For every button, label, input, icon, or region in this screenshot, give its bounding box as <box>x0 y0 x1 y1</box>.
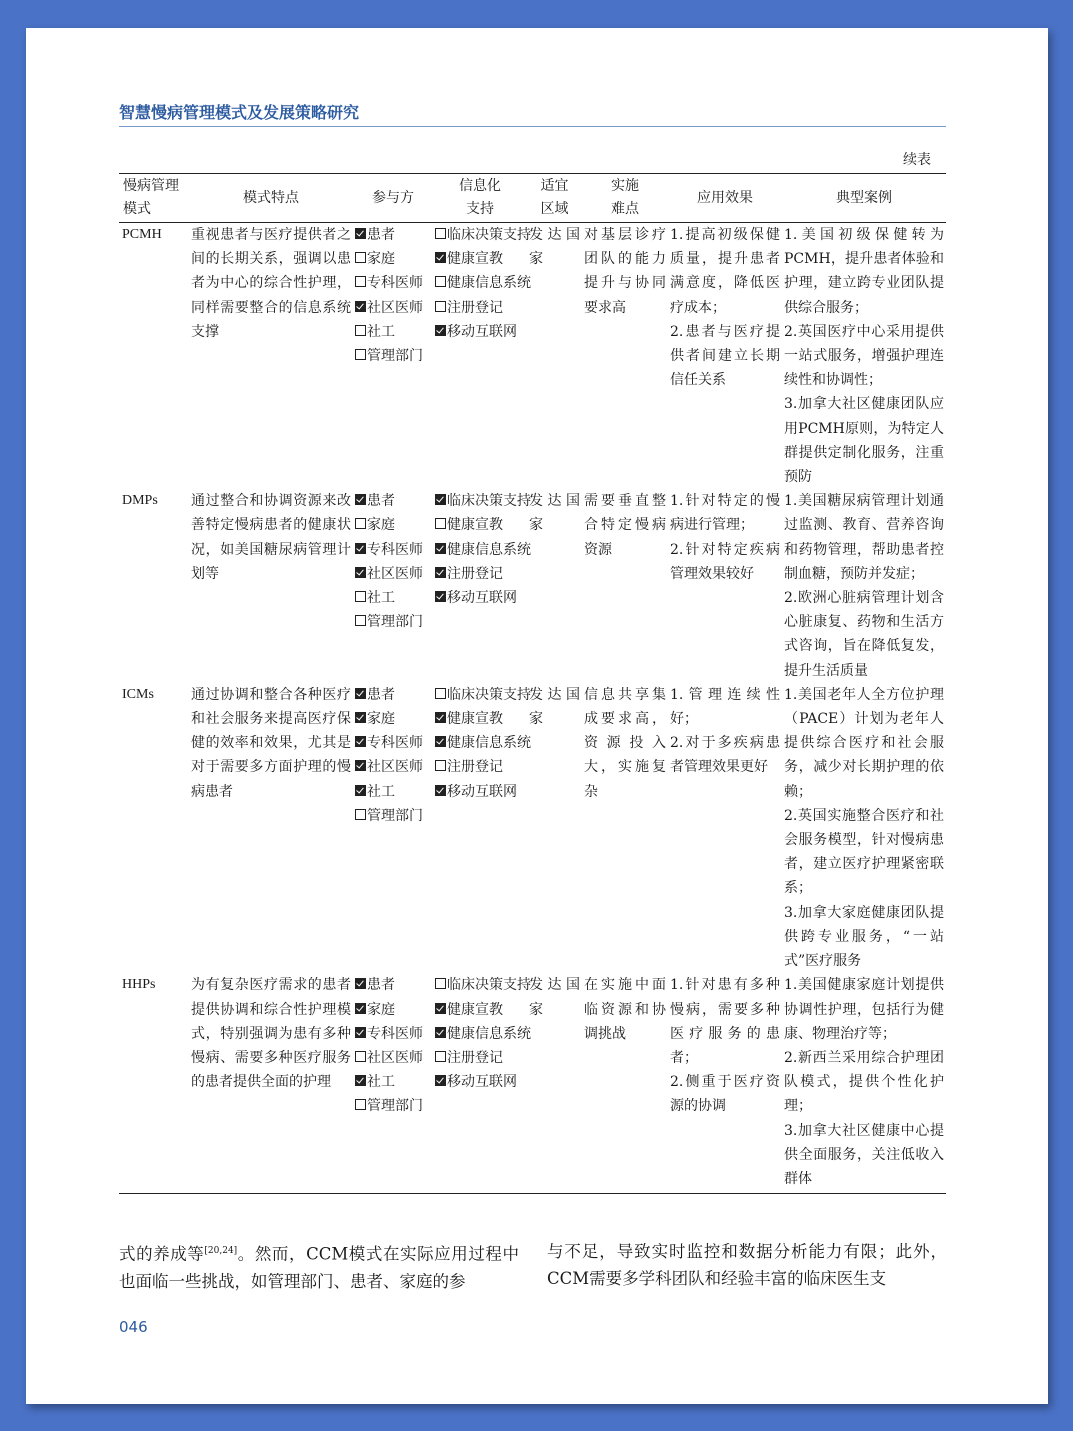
checkbox-label: 专科医师 <box>367 735 423 752</box>
checkbox-item <box>355 683 431 707</box>
checkbox-label: 家庭 <box>367 517 395 534</box>
checkbox-label: 家庭 <box>367 711 395 728</box>
checkbox-label: 移动互联网 <box>447 590 517 607</box>
list-item: 2.对于多疾病患者管理效果更好 <box>670 735 780 776</box>
cell-mode: HHPs <box>119 973 189 1193</box>
checkbox-item <box>435 973 531 997</box>
checkbox-label: 家庭 <box>367 1001 395 1018</box>
checked-box-icon <box>355 712 366 723</box>
checkbox-item <box>435 1046 525 1070</box>
checkbox-item <box>355 707 431 731</box>
checkbox-item <box>355 223 431 247</box>
unchecked-box-icon <box>435 978 446 989</box>
checkbox-label: 健康信息系统 <box>447 275 531 292</box>
table-row <box>119 683 946 973</box>
column-header: 典型案例 <box>782 174 946 223</box>
checkbox-label: 社工 <box>367 783 395 800</box>
checked-box-icon <box>435 736 446 747</box>
checkbox-item <box>355 513 431 537</box>
cell-region: 发达国家 <box>529 227 580 268</box>
list-item: 2.英国医疗中心采用提供一站式服务，增强护理连续性和协调性； <box>784 323 944 389</box>
checkbox-label: 临床决策支持 <box>447 227 531 243</box>
list-item: 2.英国实施整合医疗和社会服务模型，针对慢病患者，建立医疗护理紧密联系； <box>784 807 944 897</box>
cell-region: 发达国家 <box>527 973 582 1193</box>
checkbox-item <box>355 586 431 610</box>
checkbox-item <box>435 271 531 295</box>
list-item: 1.管理连续性好； <box>670 686 780 728</box>
cell-effects <box>668 489 782 683</box>
cell-cases <box>782 489 946 683</box>
cell-cases <box>782 683 946 973</box>
checkbox-label: 临床决策支持 <box>447 493 531 510</box>
checkbox-item <box>355 489 431 513</box>
cell-features: 为有复杂医疗需求的患者提供协调和综合性护理模式，特别强调为患有多种慢病、需要多种医疗服务的患者提供全面的护理 <box>189 973 353 1193</box>
list-item: 2.患者与医疗提供者间建立长期信任关系 <box>670 323 780 389</box>
checked-box-icon <box>355 228 366 239</box>
unchecked-box-icon <box>355 349 366 360</box>
checkbox-item <box>435 755 525 779</box>
citation: [20,24] <box>204 1246 238 1256</box>
checkbox-label: 社工 <box>367 1074 395 1091</box>
checkbox-item <box>355 344 431 368</box>
page-number: 046 <box>119 1318 148 1336</box>
checked-box-icon <box>355 736 366 747</box>
checkbox-item <box>435 562 525 586</box>
checked-box-icon <box>355 301 366 312</box>
checkbox-item <box>435 586 525 610</box>
checked-box-icon <box>435 252 446 263</box>
cell-mode: ICMs <box>122 686 154 702</box>
checkbox-item <box>355 538 431 562</box>
checkbox-item <box>435 489 531 513</box>
checkbox-label: 注册登记 <box>447 759 503 776</box>
list-item: 3.加拿大家庭健康团队提供跨专业服务，“一站式”医疗服务 <box>784 904 944 970</box>
checkbox-item <box>355 320 431 344</box>
checkbox-label: 移动互联网 <box>447 783 517 800</box>
checkbox-label: 患者 <box>367 686 395 703</box>
checked-box-icon <box>355 494 366 505</box>
checkbox-label: 社区医师 <box>367 299 423 316</box>
body-text-left: 式的养成等[20,24]。然而，CCM模式在实际应用过程中也面临一些挑战，如管理部门、患者、家庭的参 <box>119 1244 519 1291</box>
unchecked-box-icon <box>355 325 366 336</box>
checked-box-icon <box>355 760 366 771</box>
checkbox-label: 注册登记 <box>447 565 503 582</box>
checkbox-item <box>355 804 431 828</box>
checked-box-icon <box>435 1075 446 1086</box>
unchecked-box-icon <box>355 809 366 820</box>
column-header: 信息化支持 <box>433 174 527 223</box>
column-header: 应用效果 <box>668 174 782 223</box>
checkbox-label: 患者 <box>367 227 395 243</box>
checkbox-label: 社区医师 <box>367 1049 423 1066</box>
cell-effects <box>668 973 782 1193</box>
checkbox-label: 管理部门 <box>367 807 423 824</box>
column-header: 实施难点 <box>582 174 668 223</box>
checkbox-item <box>435 538 531 562</box>
checkbox-item <box>435 320 525 344</box>
checkbox-label: 社区医师 <box>367 759 423 776</box>
checkbox-item <box>435 223 531 247</box>
checkbox-label: 健康宣教 <box>447 517 503 534</box>
checked-box-icon <box>435 712 446 723</box>
checkbox-label: 管理部门 <box>367 614 423 631</box>
checkbox-item <box>435 1022 531 1046</box>
checkbox-label: 健康信息系统 <box>447 735 531 752</box>
list-item: 1.美国糖尿病管理计划通过监测、教育、营养咨询和药物管理，帮助患者控制血糖，预防并发症； <box>784 493 944 582</box>
checked-box-icon <box>435 1003 446 1014</box>
checkbox-label: 健康信息系统 <box>447 541 531 558</box>
unchecked-box-icon <box>435 228 446 239</box>
checkbox-label: 临床决策支持 <box>447 686 531 703</box>
checkbox-item <box>435 247 525 271</box>
checkbox-label: 健康宣教 <box>447 251 503 268</box>
cell-cases <box>782 223 946 490</box>
checkbox-item <box>355 755 431 779</box>
checked-box-icon <box>435 543 446 554</box>
checkbox-label: 移动互联网 <box>447 323 517 340</box>
checkbox-label: 专科医师 <box>367 541 423 558</box>
table-row <box>119 223 946 490</box>
checkbox-item <box>355 562 431 586</box>
unchecked-box-icon <box>435 1051 446 1062</box>
checkbox-label: 社工 <box>367 323 395 340</box>
body-text-right: 与不足，导致实时监控和数据分析能力有限；此外，CCM需要多学科团队和经验丰富的临床医生支 <box>547 1242 947 1288</box>
column-header: 参与方 <box>353 174 433 223</box>
checkbox-label: 家庭 <box>367 251 395 268</box>
list-item: 1.提高初级保健质量，提升患者满意度，降低医疗成本； <box>670 227 780 316</box>
checkbox-label: 管理部门 <box>367 348 423 365</box>
checkbox-item <box>435 513 525 537</box>
cell-effects <box>668 223 782 490</box>
checkbox-label: 注册登记 <box>447 299 503 316</box>
checked-box-icon <box>355 1027 366 1038</box>
checked-box-icon <box>355 543 366 554</box>
checkbox-item <box>355 1094 431 1118</box>
column-header: 适宜区域 <box>527 174 582 223</box>
checked-box-icon <box>355 1003 366 1014</box>
unchecked-box-icon <box>435 301 446 312</box>
cell-participants <box>353 489 433 683</box>
checkbox-item <box>435 731 531 755</box>
unchecked-box-icon <box>355 615 366 626</box>
cell-participants <box>353 683 433 973</box>
checked-box-icon <box>435 567 446 578</box>
list-item: 1.针对患有多种慢病，需要多种医疗服务的患者； <box>670 977 780 1066</box>
cell-mode: DMPs <box>122 493 158 509</box>
checkbox-item <box>355 247 431 271</box>
unchecked-box-icon <box>355 1099 366 1110</box>
document-page <box>26 28 1048 1404</box>
checkbox-item <box>435 780 525 804</box>
unchecked-box-icon <box>435 688 446 699</box>
unchecked-box-icon <box>355 591 366 602</box>
checkbox-label: 健康宣教 <box>447 711 503 728</box>
checkbox-item <box>435 707 525 731</box>
list-item: 2.侧重于医疗资源的协调 <box>670 1074 780 1115</box>
list-item: 1.美国健康家庭计划提供协调性护理，包括行为健康、物理治疗等； <box>784 977 944 1042</box>
checkbox-item <box>355 610 431 634</box>
list-item: 3.加拿大社区健康中心提供全面服务，关注低收入群体 <box>784 1122 944 1187</box>
checkbox-item <box>355 1070 431 1094</box>
checkbox-item <box>435 998 525 1022</box>
cell-it-support <box>433 489 531 683</box>
cell-region: 发达国家 <box>529 493 580 534</box>
checkbox-label: 专科医师 <box>367 1025 423 1042</box>
checkbox-label: 社区医师 <box>367 565 423 582</box>
checkbox-label: 管理部门 <box>367 1098 423 1115</box>
checkbox-label: 健康信息系统 <box>447 1025 531 1042</box>
checkbox-label: 患者 <box>367 493 395 510</box>
column-header: 慢病管理模式 <box>119 174 189 223</box>
checkbox-item <box>355 271 431 295</box>
cell-features: 通过协调和整合各种医疗和社会服务来提高医疗保健的效率和效果，尤其是对于需要多方面护理的慢病患者 <box>191 686 351 800</box>
list-item: 1.美国老年人全方位护理（PACE）计划为老年人提供综合医疗和社会服务，减少对长期护理的依赖； <box>784 686 944 800</box>
checkbox-label: 注册登记 <box>447 1049 503 1066</box>
list-item: 3.加拿大社区健康团队应用PCMH原则，为特定人群提供定制化服务，注重预防 <box>784 396 944 486</box>
cell-difficulty: 在实施中面临资源和协调挑战 <box>582 973 668 1193</box>
checkbox-item <box>355 998 431 1022</box>
unchecked-box-icon <box>435 276 446 287</box>
checkbox-item <box>355 780 431 804</box>
checkbox-item <box>435 1070 525 1094</box>
unchecked-box-icon <box>355 276 366 287</box>
cell-region: 发达国家 <box>529 686 580 728</box>
cell-features: 重视患者与医疗提供者之间的长期关系，强调以患者为中心的综合性护理，同样需要整合的信息系统支撑 <box>191 227 351 340</box>
checked-box-icon <box>435 591 446 602</box>
checkbox-item <box>355 1046 431 1070</box>
checked-box-icon <box>355 1075 366 1086</box>
checkbox-item <box>355 1022 431 1046</box>
cell-it-support <box>433 223 531 490</box>
cell-mode: PCMH <box>122 227 162 242</box>
unchecked-box-icon <box>355 1051 366 1062</box>
list-item: 1.美国初级保健转为PCMH，提升患者体验和护理，建立跨专业团队提供综合服务； <box>784 227 944 316</box>
cell-difficulty: 对基层诊疗团队的能力提升与协同要求高 <box>584 227 666 316</box>
checkbox-item <box>355 973 431 997</box>
cell-effects <box>668 683 782 973</box>
unchecked-box-icon <box>355 518 366 529</box>
list-item: 2.欧洲心脏病管理计划含心脏康复、药物和生活方式咨询，旨在降低复发，提升生活质量 <box>784 590 944 679</box>
unchecked-box-icon <box>355 252 366 263</box>
checkbox-label: 患者 <box>367 977 395 994</box>
unchecked-box-icon <box>435 760 446 771</box>
running-header: 智慧慢病管理模式及发展策略研究 <box>119 100 946 127</box>
list-item: 2.新西兰采用综合护理团队模式，提供个性化护理； <box>784 1049 944 1115</box>
unchecked-box-icon <box>435 518 446 529</box>
checked-box-icon <box>435 494 446 505</box>
list-item: 2.针对特定疾病管理效果较好 <box>670 541 780 582</box>
cell-cases <box>782 973 946 1193</box>
cell-participants <box>353 973 433 1193</box>
checkbox-label: 临床决策支持 <box>447 977 531 994</box>
table-row <box>119 489 946 683</box>
continued-label: 续表 <box>903 152 931 168</box>
checked-box-icon <box>435 1027 446 1038</box>
cell-it-support <box>433 683 531 973</box>
cell-difficulty: 需要垂直整合特定慢病资源 <box>584 493 666 558</box>
checkbox-label: 社工 <box>367 590 395 607</box>
checkbox-label: 专科医师 <box>367 275 423 292</box>
checkbox-label: 健康宣教 <box>447 1001 503 1018</box>
table-header-row <box>119 174 946 223</box>
cell-features: 通过整合和协调资源来改善特定慢病患者的健康状况，如美国糖尿病管理计划等 <box>191 493 351 582</box>
checked-box-icon <box>355 978 366 989</box>
cell-participants <box>353 223 433 490</box>
checkbox-item <box>435 683 531 707</box>
checked-box-icon <box>435 785 446 796</box>
checked-box-icon <box>355 688 366 699</box>
checked-box-icon <box>355 785 366 796</box>
checked-box-icon <box>435 325 446 336</box>
cell-difficulty: 信息共享集成要求高，资源投入大，实施复杂 <box>584 686 666 800</box>
checkbox-item <box>355 296 431 320</box>
column-header: 模式特点 <box>189 174 353 223</box>
checkbox-item <box>435 296 525 320</box>
cell-it-support <box>433 973 531 1193</box>
table-row <box>119 973 946 1193</box>
checkbox-item <box>355 731 431 755</box>
checkbox-label: 移动互联网 <box>447 1074 517 1091</box>
list-item: 1.针对特定的慢病进行管理； <box>670 493 780 534</box>
chronic-disease-model-table <box>119 173 946 1194</box>
checked-box-icon <box>355 567 366 578</box>
